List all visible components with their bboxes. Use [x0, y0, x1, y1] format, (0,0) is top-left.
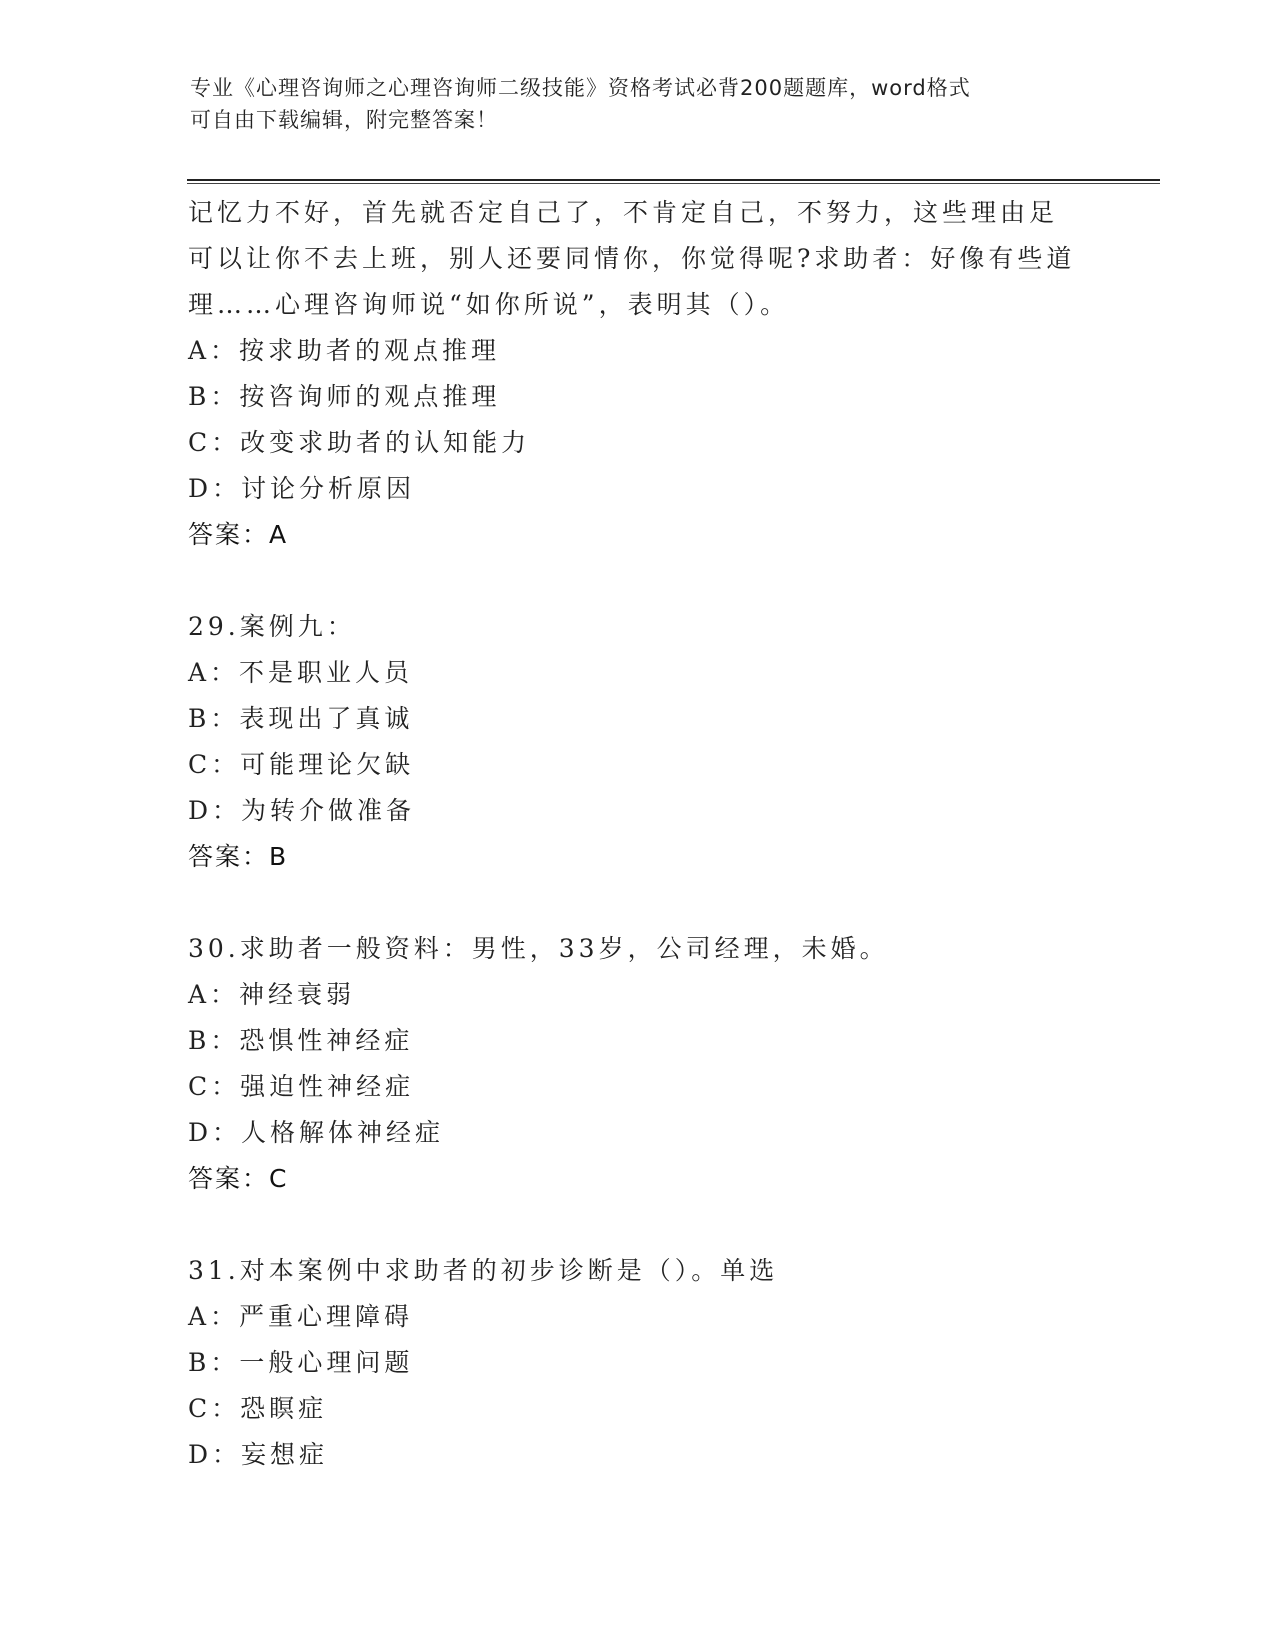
- header-divider-thick: [187, 179, 1160, 181]
- option-b: B：表现出了真诚: [188, 704, 414, 733]
- answer-label: 答案：A: [188, 520, 289, 549]
- option-d: D：妄想症: [188, 1440, 329, 1469]
- option-c: C：恐瞑症: [188, 1394, 328, 1423]
- answer-label: 答案：B: [188, 842, 289, 871]
- option-a: A：按求助者的观点推理: [188, 336, 501, 365]
- header-divider-thin: [187, 183, 1160, 184]
- option-c: C：改变求助者的认知能力: [188, 428, 531, 457]
- answer-label: 答案：C: [188, 1164, 289, 1193]
- option-c: C：强迫性神经症: [188, 1072, 415, 1101]
- question-28: [188, 190, 1088, 558]
- question-text-line: 可以让你不去上班，别人还要同情你，你觉得呢?求助者：好像有些道: [188, 244, 1076, 273]
- question-29: [188, 604, 1088, 880]
- question-title: 31.对本案例中求助者的初步诊断是（）。单选: [188, 1256, 779, 1285]
- option-c: C：可能理论欠缺: [188, 750, 415, 779]
- question-30: [188, 926, 1088, 1202]
- spacer: [188, 880, 1088, 926]
- header-line-1: 专业《心理咨询师之心理咨询师二级技能》资格考试必背200题题库，word格式: [190, 76, 971, 100]
- option-b: B：按咨询师的观点推理: [188, 382, 501, 411]
- option-a: A：严重心理障碍: [188, 1302, 414, 1331]
- spacer: [188, 558, 1088, 604]
- header-line-2: 可自由下载编辑，附完整答案！: [190, 108, 498, 132]
- document-header: [190, 72, 1090, 136]
- option-d: D：为转介做准备: [188, 796, 416, 825]
- question-list: [188, 190, 1088, 1478]
- option-a: A：神经衰弱: [188, 980, 356, 1009]
- question-text-line: 理……心理咨询师说“如你所说”，表明其（）。: [188, 290, 790, 319]
- option-b: B：恐惧性神经症: [188, 1026, 414, 1055]
- spacer: [188, 1202, 1088, 1248]
- option-d: D：讨论分析原因: [188, 474, 416, 503]
- question-31: [188, 1248, 1088, 1478]
- option-b: B：一般心理问题: [188, 1348, 414, 1377]
- question-text-line: 记忆力不好，首先就否定自己了，不肯定自己，不努力，这些理由足: [188, 198, 1059, 227]
- question-title: 30.求助者一般资料：男性，33岁，公司经理，未婚。: [188, 934, 889, 963]
- question-title: 29.案例九：: [188, 612, 356, 641]
- option-a: A：不是职业人员: [188, 658, 414, 687]
- option-d: D：人格解体神经症: [188, 1118, 445, 1147]
